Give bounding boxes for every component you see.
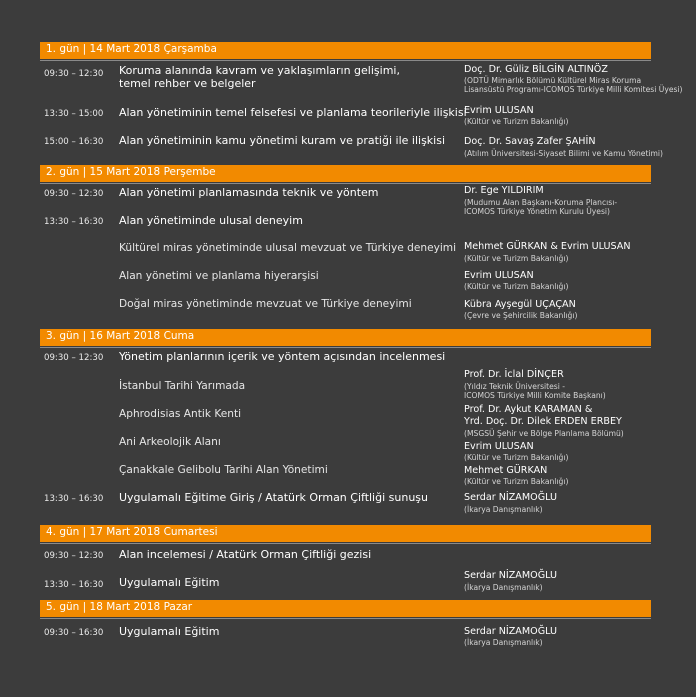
session-title: Uygulamalı Eğitime Giriş / Atatürk Orman Çiftliği sunuşu: [119, 491, 428, 504]
speaker-name: Doç. Dr. Güliz BİLGİN ALTINÖZ: [464, 64, 608, 75]
speaker-affiliation: (Kültür ve Turizm Bakanlığı): [464, 453, 569, 462]
speaker-name: Serdar NİZAMOĞLU: [464, 626, 558, 637]
speaker-name: Dr. Ege YILDIRIM: [464, 185, 544, 196]
session-title: Kültürel miras yönetiminde ulusal mevzuat ve Türkiye deneyimi: [119, 242, 457, 254]
session-time: 13:30 – 16:30: [44, 580, 104, 590]
session-time: 13:30 – 15:00: [44, 109, 104, 119]
session-title: Çanakkale Gelibolu Tarihi Alan Yönetimi: [119, 464, 328, 476]
speaker-affiliation-cont: Lisansüstü Programı-ICOMOS Türkiye Milli Komitesi Üyesi): [464, 85, 683, 94]
day-header-3: [40, 329, 651, 346]
session-title-cont: temel rehber ve belgeler: [119, 77, 256, 90]
session-title: Ani Arkeolojik Alanı: [119, 436, 221, 448]
speaker-name: Serdar NİZAMOĞLU: [464, 570, 558, 581]
speaker-affiliation: (İkarya Danışmanlık): [464, 583, 543, 592]
session-title: Doğal miras yönetiminde mevzuat ve Türkiye deneyimi: [119, 298, 412, 310]
day-label: 4. gün | 17 Mart 2018 Cumartesi: [46, 526, 218, 538]
speaker-affiliation: (İkarya Danışmanlık): [464, 505, 543, 514]
divider: [40, 618, 651, 619]
session-time: 15:00 – 16:30: [44, 137, 104, 147]
speaker-name: Doç. Dr. Savaş Zafer ŞAHİN: [464, 136, 596, 147]
session-title: Alan yönetiminde ulusal deneyim: [119, 214, 303, 227]
speaker-affiliation: (Çevre ve Şehircilik Bakanlığı): [464, 311, 578, 320]
session-title: Alan yönetiminin temel felsefesi ve planlama teorileriyle ilişkisi: [119, 106, 467, 119]
session-title: Koruma alanında kavram ve yaklaşımların gelişimi,: [119, 64, 400, 77]
session-title: Alan incelemesi / Atatürk Orman Çiftliği gezisi: [119, 548, 372, 561]
speaker-affiliation: (Kültür ve Turizm Bakanlığı): [464, 254, 569, 263]
day-header-4: [40, 525, 651, 542]
speaker-name: Prof. Dr. İclal DİNÇER: [464, 369, 564, 380]
speaker-affiliation: (ODTÜ Mimarlık Bölümü Kültürel Miras Koruma: [464, 76, 642, 85]
speaker-affiliation: (MSGSÜ Şehir ve Bölge Planlama Bölümü): [464, 429, 624, 438]
divider: [40, 183, 651, 184]
day-label: 2. gün | 15 Mart 2018 Perşembe: [46, 166, 216, 178]
speaker-name: Mehmet GÜRKAN: [464, 465, 548, 476]
session-time: 13:30 – 16:30: [44, 217, 104, 227]
day-label: 3. gün | 16 Mart 2018 Cuma: [46, 330, 195, 342]
speaker-affiliation: (Yıldız Teknik Üniversitesi -: [464, 382, 566, 391]
session-title: Aphrodisias Antik Kenti: [119, 408, 242, 420]
speaker-name: Evrim ULUSAN: [464, 270, 534, 281]
speaker-affiliation: (Kültür ve Turizm Bakanlığı): [464, 282, 569, 291]
speaker-affiliation: (Kültür ve Turizm Bakanlığı): [464, 477, 569, 486]
speaker-name: Kübra Ayşegül UÇAÇAN: [464, 299, 576, 310]
speaker-name: Serdar NİZAMOĞLU: [464, 492, 558, 503]
speaker-affiliation: (İkarya Danışmanlık): [464, 638, 543, 647]
speaker-affiliation-cont: ICOMOS Türkiye Yönetim Kurulu Üyesi): [464, 207, 610, 216]
session-title: Uygulamalı Eğitim: [119, 576, 220, 589]
session-time: 09:30 – 12:30: [44, 353, 104, 363]
session-time: 09:30 – 12:30: [44, 551, 104, 561]
session-time: 09:30 – 12:30: [44, 69, 104, 79]
speaker-name: Prof. Dr. Aykut KARAMAN &: [464, 404, 593, 415]
divider: [40, 60, 651, 61]
day-label: 1. gün | 14 Mart 2018 Çarşamba: [46, 43, 217, 55]
speaker-name: Evrim ULUSAN: [464, 441, 534, 452]
day-header-5: [40, 600, 651, 617]
session-time: 13:30 – 16:30: [44, 494, 104, 504]
divider: [40, 347, 651, 348]
speaker-affiliation-cont: ICOMOS Türkiye Milli Komite Başkanı): [464, 391, 606, 400]
session-title: Yönetim planlarının içerik ve yöntem açısından incelenmesi: [119, 350, 446, 363]
day-header-1: [40, 42, 651, 59]
session-title: Uygulamalı Eğitim: [119, 625, 220, 638]
day-label: 5. gün | 18 Mart 2018 Pazar: [46, 601, 193, 613]
session-time: 09:30 – 16:30: [44, 628, 104, 638]
session-title: Alan yönetimi ve planlama hiyerarşisi: [119, 270, 319, 282]
speaker-affiliation: (Mudumu Alan Başkanı-Koruma Plancısı-: [464, 198, 618, 207]
session-title: Alan yönetimi planlamasında teknik ve yöntem: [119, 186, 379, 199]
speaker-name-cont: Yrd. Doç. Dr. Dilek ERDEN ERBEY: [464, 416, 622, 427]
session-time: 09:30 – 12:30: [44, 189, 104, 199]
speaker-name: Mehmet GÜRKAN & Evrim ULUSAN: [464, 241, 631, 252]
divider: [40, 543, 651, 544]
speaker-name: Evrim ULUSAN: [464, 105, 534, 116]
speaker-affiliation: (Atılım Üniversitesi-Siyaset Bilimi ve Kamu Yönetimi): [464, 149, 664, 158]
speaker-affiliation: (Kültür ve Turizm Bakanlığı): [464, 117, 569, 126]
day-header-2: [40, 165, 651, 182]
session-title: İstanbul Tarihi Yarımada: [119, 380, 246, 392]
session-title: Alan yönetiminin kamu yönetimi kuram ve pratiği ile ilişkisi: [119, 134, 446, 147]
